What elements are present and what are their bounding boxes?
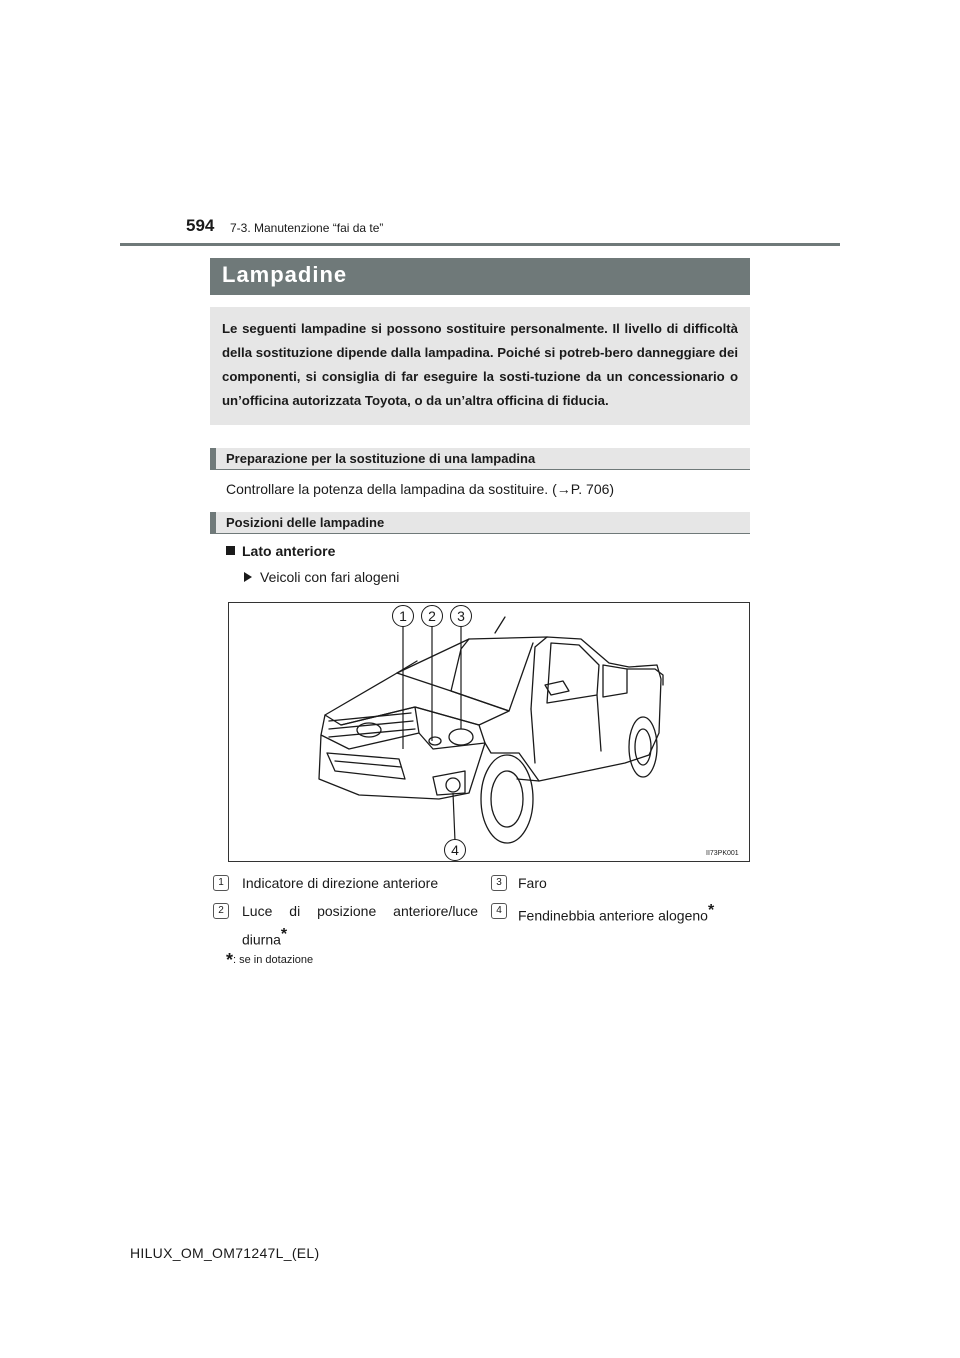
callout-2: 2 xyxy=(421,605,443,627)
legend-num-3: 3 xyxy=(491,875,507,891)
legend-star-4: * xyxy=(707,902,715,919)
footnote-star: * xyxy=(226,950,234,970)
pickup-truck-illustration xyxy=(229,603,749,861)
legend-label-2: Luce di posizione anteriore/luce diurna xyxy=(242,903,478,948)
subhead-positions: Posizioni delle lampadine xyxy=(210,512,750,534)
square-bullet-icon xyxy=(226,546,235,555)
footnote-text: : se in dotazione xyxy=(233,954,314,966)
legend-label-4: Fendinebbia anteriore alogeno xyxy=(518,907,708,924)
check-wattage-text: Controllare la potenza della lampadina da sostituire. (→P. 706) xyxy=(226,481,615,497)
halogen-vehicles-label: Veicoli con fari alogeni xyxy=(260,569,400,585)
document-id: HILUX_OM_OM71247L_(EL) xyxy=(130,1245,320,1261)
callout-4: 4 xyxy=(444,839,466,861)
page-number: 594 xyxy=(186,216,215,235)
page-title: Lampadine xyxy=(222,262,348,287)
legend-text-4 xyxy=(518,899,714,928)
header-rule xyxy=(120,243,840,246)
legend-star-2: * xyxy=(280,926,288,943)
triangle-bullet-icon xyxy=(244,572,252,582)
legend-num-2: 2 xyxy=(213,903,229,919)
halogen-vehicles-heading xyxy=(244,569,399,585)
callout-1: 1 xyxy=(392,605,414,627)
front-side-heading xyxy=(226,543,335,559)
legend-text-3: Faro xyxy=(518,875,547,891)
section-title: 7-3. Manutenzione “fai da te” xyxy=(230,221,384,235)
figure-code: II73PK001 xyxy=(706,850,739,857)
front-side-label: Lato anteriore xyxy=(242,543,336,559)
callout-3: 3 xyxy=(450,605,472,627)
legend-num-1: 1 xyxy=(213,875,229,891)
legend-text-1: Indicatore di direzione anteriore xyxy=(242,875,439,891)
vehicle-figure xyxy=(228,602,750,862)
legend-text-2 xyxy=(242,899,478,952)
intro-box: Le seguenti lampadine si possono sostituire personalmente. Il livello di difficoltà della sostituzione dipende dalla lampadina. Poiché si potreb-bero danneggiare dei componenti, si consiglia di far eseguire la sosti-tuzione da un concessionario o un’officina autorizzata Toyota, o da un’altra officina di fiducia. xyxy=(210,307,750,425)
legend-num-4: 4 xyxy=(491,903,507,919)
subhead-preparation: Preparazione per la sostituzione di una lampadina xyxy=(210,448,750,470)
footnote xyxy=(226,950,313,971)
